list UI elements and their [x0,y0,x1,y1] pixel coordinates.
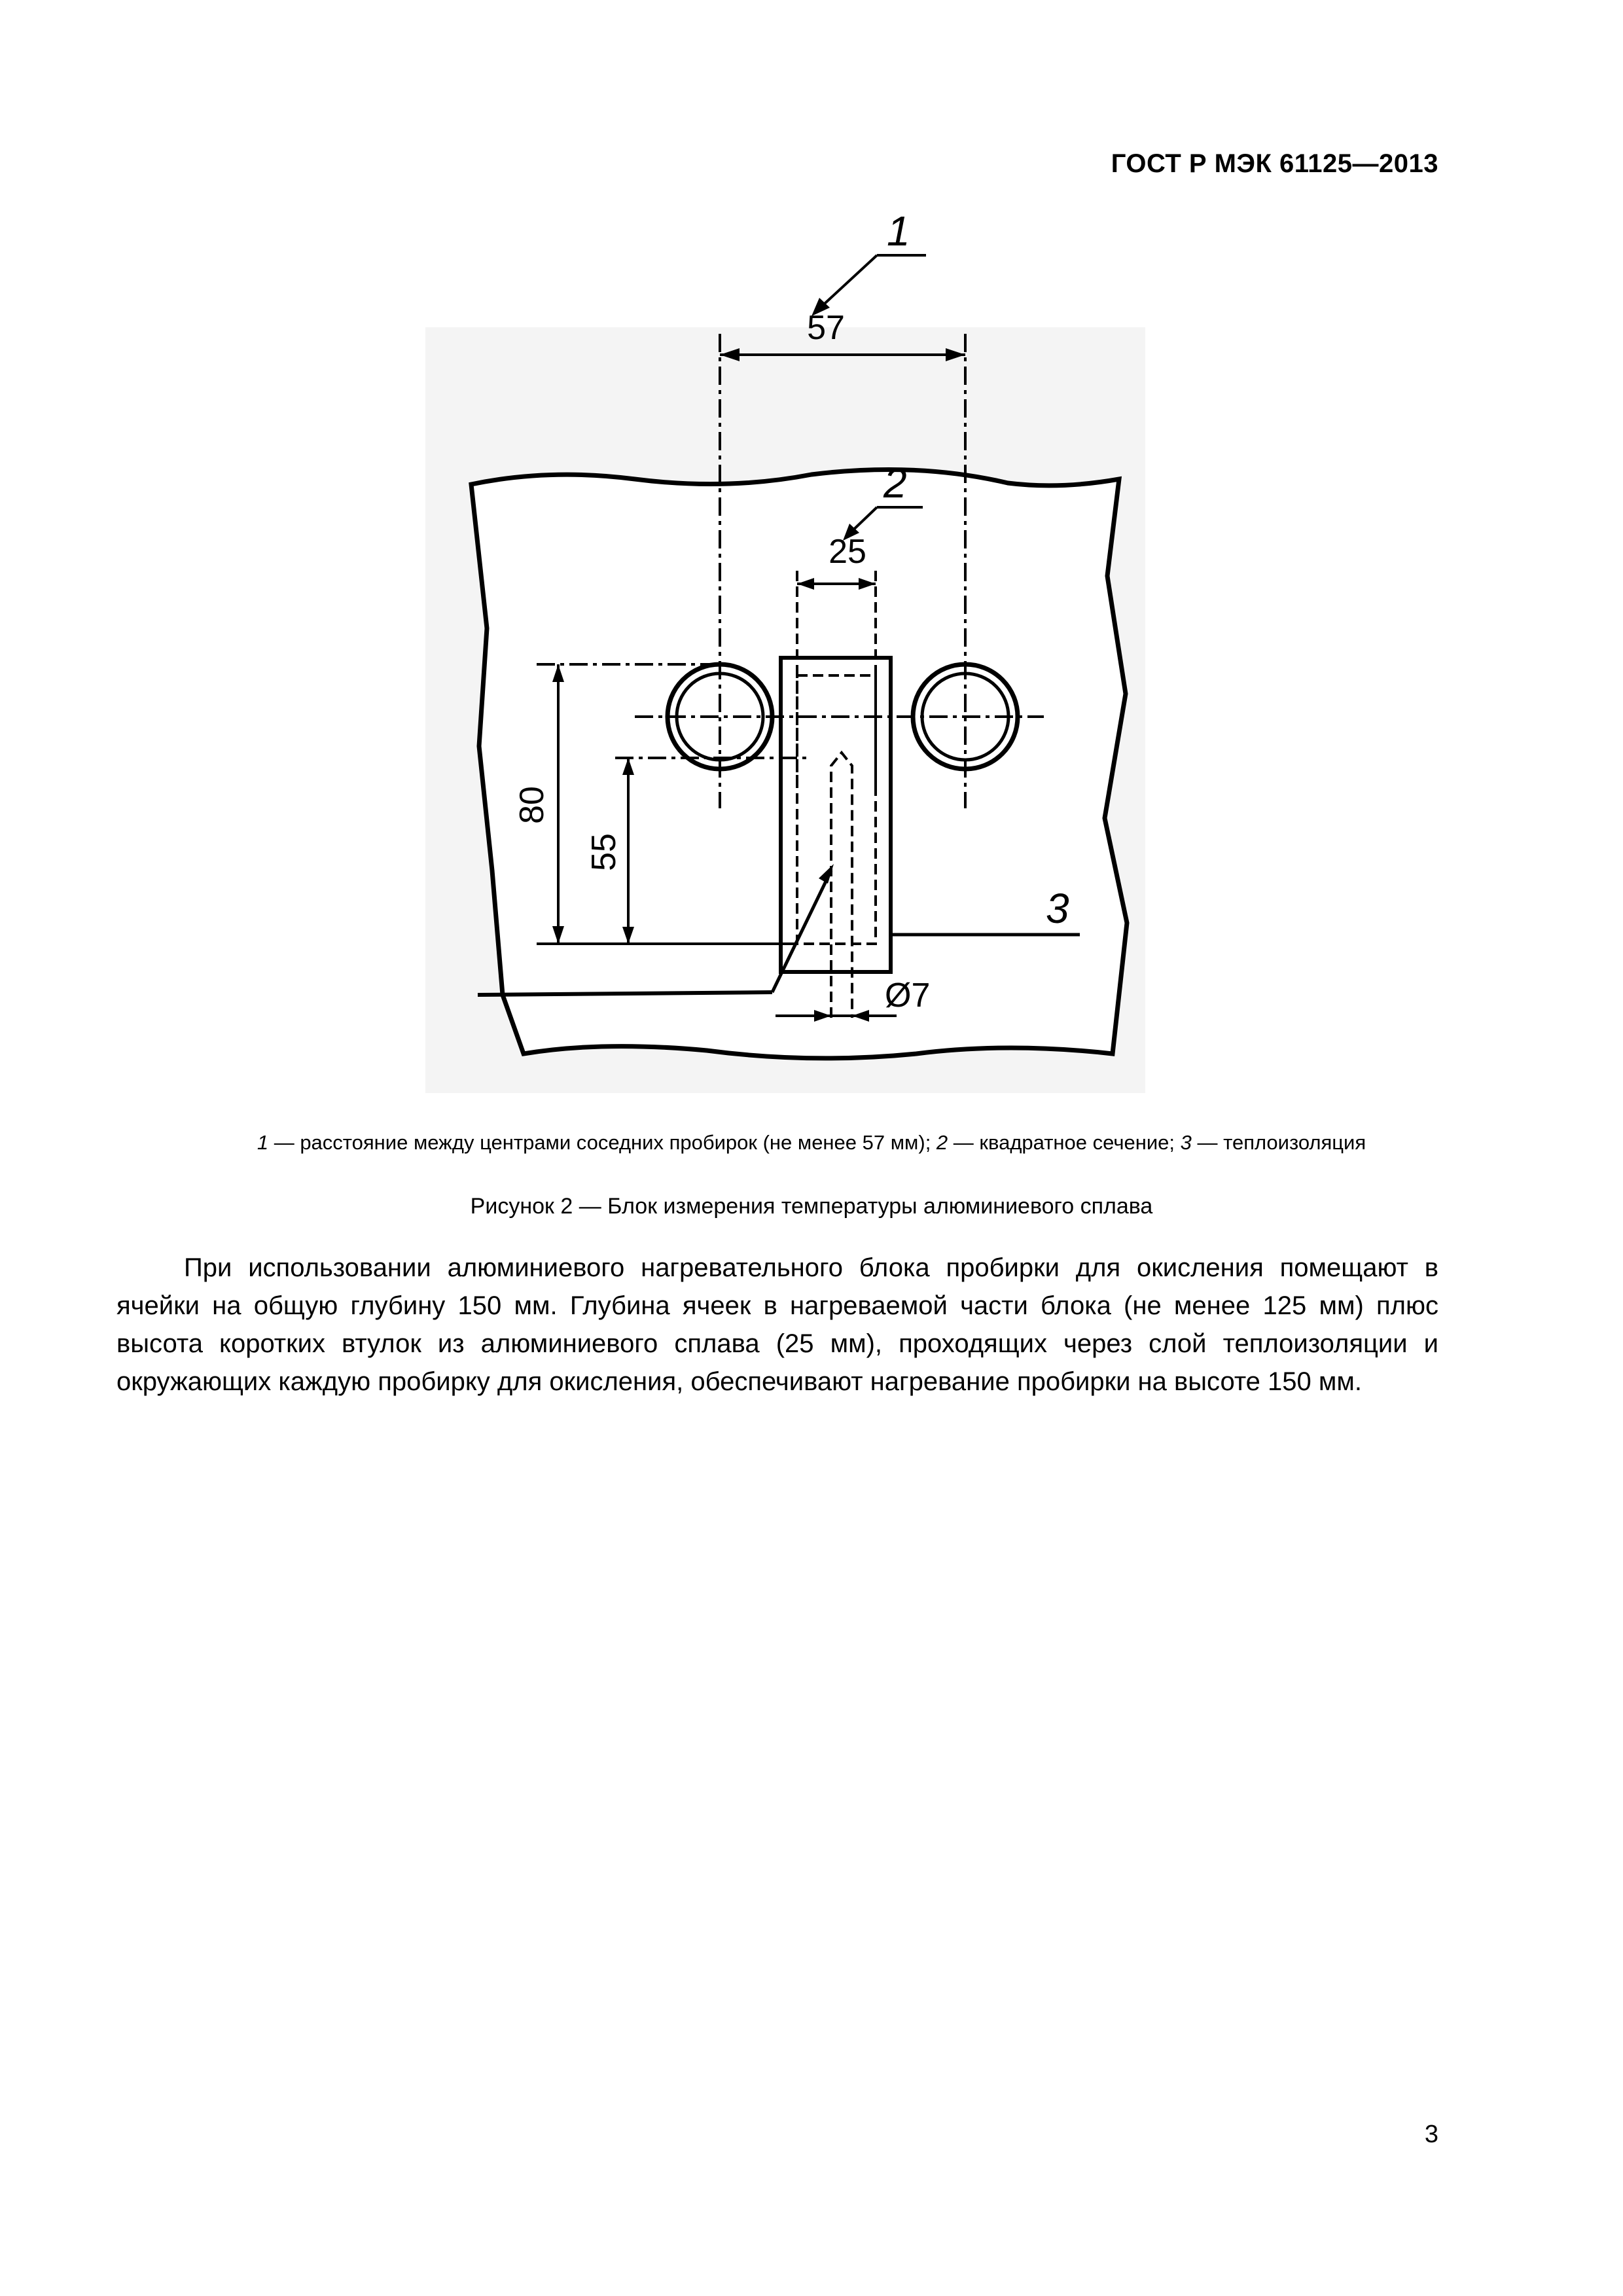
figure-2-drawing [419,209,1152,1100]
callout-3-number: 3 [1046,885,1069,932]
technical-drawing [419,209,1152,1100]
legend-number-1: 1 [257,1131,269,1154]
document-code: ГОСТ Р МЭК 61125—2013 [1111,149,1438,178]
callout-2-number: 2 [883,459,907,507]
block-outline [471,469,1127,1058]
dim-25-label: 25 [829,533,866,571]
insulation-line [478,992,772,995]
dim-d7-label: Ø7 [885,977,931,1014]
page-number: 3 [1424,2121,1438,2148]
legend-text-1: — расстояние между центрами соседних пробирок (не менее 57 мм); [268,1131,936,1154]
dim-80-label: 80 [513,786,551,824]
legend-number-2: 2 [936,1131,948,1154]
callout-1-number: 1 [887,209,910,255]
legend-number-3: 3 [1180,1131,1192,1154]
figure-caption: Рисунок 2 — Блок измерения температуры алюминиевого сплава [470,1194,1153,1219]
dim-55-label: 55 [585,833,623,871]
figure-legend [105,1131,1518,1155]
legend-text-3: — теплоизоляция [1191,1131,1366,1154]
body-paragraph: При использовании алюминиевого нагревательного блока пробирки для окисления помещают в ячейки на общую глубину 150 мм. Глубина ячеек в нагреваемой части блока (не менее 125 мм) плюс высота коротких втулок из алюминиевого сплава (25 мм), проходящих через слой теплоизоляции и окружающих каждую пробирку для окисления, обеспечивают нагревание пробирки на высоте 150 мм. [116,1253,1438,1396]
legend-text-2: — квадратное сечение; [948,1131,1181,1154]
dim-57-label: 57 [807,309,845,347]
callout-1-arrowline [817,255,877,311]
